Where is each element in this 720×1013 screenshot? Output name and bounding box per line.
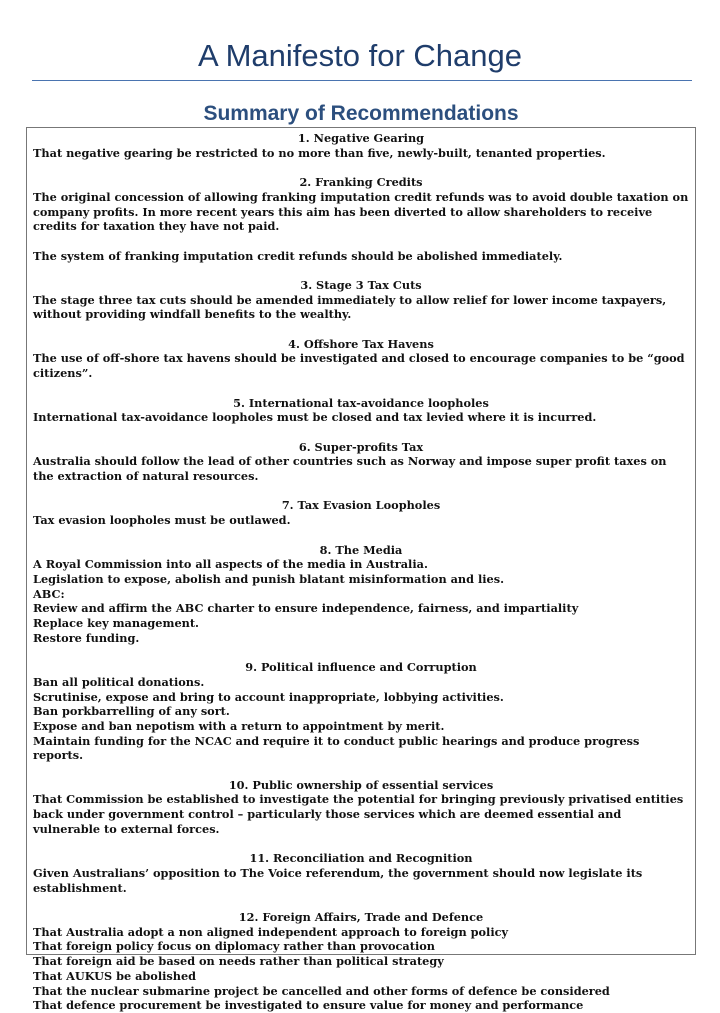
- recommendation-text: That defence procurement be investigated to ensure value for money and performance: [33, 998, 584, 1013]
- section-heading: 10. Public ownership of essential services: [228, 777, 494, 792]
- section-heading: 2. Franking Credits: [299, 175, 423, 190]
- recommendation-text: Legislation to expose, abolish and punish blatant misinformation and lies.: [33, 571, 505, 586]
- recommendation-text: Ban porkbarrelling of any sort.: [33, 704, 230, 719]
- recommendation-section: [33, 337, 689, 381]
- section-paragraph: [33, 146, 689, 161]
- recommendation-text: Maintain funding for the NCAC and require it to conduct public hearings and produce progress reports.: [33, 733, 640, 763]
- section-paragraph: [33, 454, 689, 483]
- section-heading: 3. Stage 3 Tax Cuts: [300, 277, 422, 292]
- recommendation-text: Review and affirm the ABC charter to ensure independence, fairness, and impartiality: [33, 601, 579, 616]
- recommendation-text: The system of franking imputation credit refunds should be abolished immediately.: [33, 248, 563, 263]
- section-paragraph: [33, 249, 689, 264]
- recommendation-text: Australia should follow the lead of other countries such as Norway and impose super profit taxes on the extraction of natural resources.: [33, 454, 667, 484]
- recommendation-section: [33, 660, 689, 763]
- recommendation-text: The stage three tax cuts should be amended immediately to allow relief for lower income taxpayers, without providing windfall benefits to the wealthy.: [33, 292, 667, 322]
- recommendation-text: That AUKUS be abolished: [33, 968, 197, 983]
- recommendation-section: [33, 396, 689, 425]
- document-subtitle: Summary of Recommendations: [203, 102, 519, 125]
- section-paragraph: [33, 513, 689, 528]
- recommendation-text: International tax-avoidance loopholes must be closed and tax levied where it is incurred.: [33, 410, 597, 425]
- recommendation-section: [33, 498, 689, 527]
- recommendation-text: Replace key management.: [33, 616, 199, 631]
- section-heading: 5. International tax-avoidance loopholes: [233, 395, 489, 410]
- recommendation-section: [33, 175, 689, 263]
- recommendation-section: [33, 278, 689, 322]
- recommendation-text: Given Australians’ opposition to The Voice referendum, the government should now legislate its establishment.: [33, 865, 643, 895]
- recommendation-text: That Commission be established to investigate the potential for bringing previously privatised entities back under government control – particularly those services which are deemed essential and vulnerable to external forces.: [33, 792, 684, 836]
- recommendation-text: Restore funding.: [33, 630, 140, 645]
- recommendation-section: [33, 131, 689, 160]
- section-paragraph: [33, 557, 689, 645]
- section-heading: 12. Foreign Affairs, Trade and Defence: [238, 910, 484, 925]
- recommendation-text: That Australia adopt a non aligned independent approach to foreign policy: [33, 924, 509, 939]
- recommendation-section: [33, 851, 689, 895]
- title-divider: [32, 80, 692, 81]
- recommendation-text: Ban all political donations.: [33, 674, 205, 689]
- recommendation-text: The use of off-shore tax havens should be investigated and closed to encourage companies to be “good citizens”.: [33, 351, 685, 381]
- recommendation-text: Scrutinise, expose and bring to account inappropriate, lobbying activities.: [33, 689, 504, 704]
- section-heading: 1. Negative Gearing: [297, 131, 425, 145]
- section-paragraph: [33, 293, 689, 322]
- section-paragraph: [33, 410, 689, 425]
- section-heading: 6. Super-profits Tax: [298, 439, 424, 454]
- recommendation-text: A Royal Commission into all aspects of the media in Australia.: [33, 557, 428, 572]
- recommendation-section: [33, 543, 689, 646]
- recommendation-text: Tax evasion loopholes must be outlawed.: [33, 513, 291, 528]
- recommendation-section: [33, 440, 689, 484]
- section-heading: 11. Reconciliation and Recognition: [249, 851, 473, 866]
- section-paragraph: [33, 190, 689, 234]
- section-heading: 7. Tax Evasion Loopholes: [281, 498, 441, 513]
- recommendation-text: That the nuclear submarine project be cancelled and other forms of defence be considered: [33, 983, 610, 998]
- recommendation-text: Expose and ban nepotism with a return to appointment by merit.: [33, 718, 445, 733]
- section-heading: 9. Political influence and Corruption: [245, 660, 477, 675]
- recommendation-text: The original concession of allowing franking imputation credit refunds was to avoid double taxation on company profits. In more recent years this aim has been diverted to allow shareholders to receive credits for taxation they have not paid.: [33, 189, 689, 234]
- recommendations-box: [26, 127, 696, 1013]
- section-paragraph: [33, 351, 689, 380]
- recommendation-section: [33, 778, 689, 837]
- section-heading: 4. Offshore Tax Havens: [288, 336, 434, 351]
- recommendation-text: ABC:: [33, 586, 65, 601]
- recommendation-text: That negative gearing be restricted to no more than five, newly-built, tenanted properties.: [33, 145, 606, 160]
- recommendation-text: That foreign policy focus on diplomacy rather than provocation: [33, 939, 435, 954]
- section-heading: 8. The Media: [319, 542, 403, 557]
- section-paragraph: [33, 792, 689, 836]
- recommendation-text: That foreign aid be based on needs rather than political strategy: [33, 954, 444, 969]
- document-title: A Manifesto for Change: [198, 38, 522, 73]
- recommendation-section: [33, 910, 689, 1013]
- section-paragraph: [33, 675, 689, 763]
- section-paragraph: [33, 866, 689, 895]
